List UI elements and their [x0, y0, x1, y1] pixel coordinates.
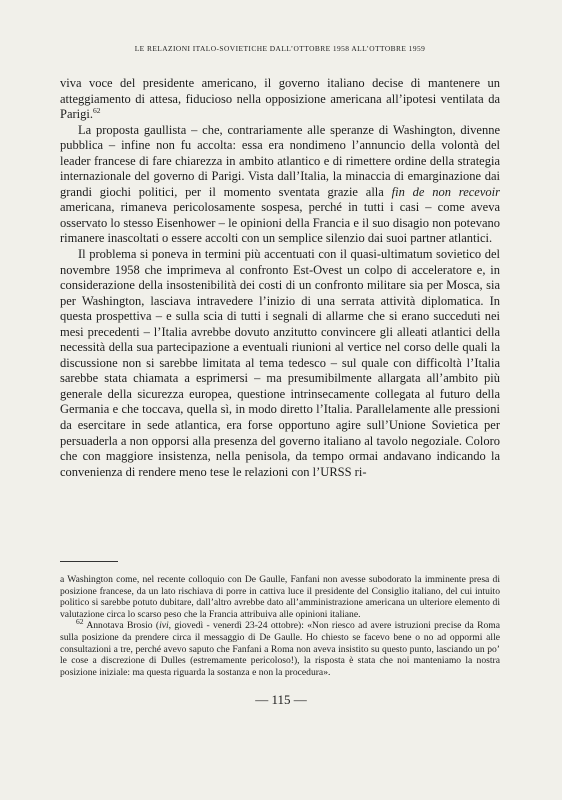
paragraph-2-text-a: La proposta gaullista – che, contrariamente alle speranze di Washington, divenne pubblica – infine non fu accolta: essa era nondimeno l’annuncio della volontà del leader francese di fare chiarezza in ambito atlantico e di rimettere ordine della strategia internazionale del governo di Parigi. Vista dall’Italia, la minaccia di emarginazione dai grandi giochi politici, per il momento sventata grazie alla: [60, 122, 500, 199]
paragraph-2: [60, 123, 500, 247]
footnote-continued: [60, 574, 500, 620]
page-number: — 115 —: [255, 692, 307, 707]
footnote-ref-62[interactable]: 62: [92, 105, 101, 115]
footnote-separator: [60, 561, 118, 562]
footnote-continued-text: a Washington come, nel recente colloquio con De Gaulle, Fanfani non avesse subodorato la imminente presa di posizione francese, da un lato rischiava di porre in cattiva luce il presidente del Consiglio italiano, del cui intuito politico si sarebbe potuto dubitare, dall’altro avrebbe dato all’amministrazione americana un ulteriore elemento di valutazione circa lo scarso peso che la Francia attribuiva alle opinioni italiane.: [60, 574, 500, 620]
footnotes: [60, 574, 500, 678]
main-text: [60, 76, 500, 480]
footnote-62: [60, 617, 500, 678]
paragraph-3: [60, 247, 500, 480]
running-head: LE RELAZIONI ITALO-SOVIETICHE DALL’OTTOBRE 1958 ALL’OTTOBRE 1959: [134, 44, 426, 53]
footnote-62-number: 62: [76, 617, 84, 627]
paragraph-3-text: Il problema si poneva in termini più accentuati con il quasi-ultimatum sovietico del novembre 1958 che imprimeva al confronto Est-Ovest un colpo di acceleratore e, in considerazione della insostenibilità dei costi di un confronto militare sia per Mosca, sia per Washington, lasciava intravedere l’inizio di una serrata attività diplomatica. In questa prospettiva – e sulla scia di tutti i segnali di allarme che si erano succeduti nei mesi precedenti – l’Italia avrebbe dovuto anzitutto convincere gli alleati atlantici della necessità della sua partecipazione a eventuali riunioni al vertice nel corso delle quali la discussione non si sarebbe limitata al tema tedesco – sul quale con difficoltà l’Italia sarebbe stata chiamata a esprimersi – ma presumibilmente allargata all’ambito più generale della sicurezza europea, questione intrinsecamente collegata al futuro della Germania e che toccava, quella sì, in modo diretto l’Italia. Parallelamente alle pressioni da esercitare in sede atlantica, era forse opportuno agire sull’Unione Sovietica per persuaderla a non opporsi alla presenza del governo italiano al tavolo negoziale. Coloro che con maggiore insistenza, nella penisola, da tempo ormai andavano indicando la convenienza di rendere meno tese le relazioni con l’URSS ri-: [60, 247, 500, 479]
paragraph-2-italic: fin de non recevoir: [391, 184, 500, 199]
paragraph-1-text: viva voce del presidente americano, il governo italiano decise di mantenere un atteggiamento di attesa, fiducioso nella opposizione americana all’ipotesi ventilata da Parigi.: [60, 76, 500, 122]
paragraph-1: [60, 76, 500, 123]
footnote-62-italic: ivi: [159, 620, 169, 632]
footnote-62-text-b: , giovedì - venerdì 23-24 ottobre): «Non riesco ad avere istruzioni precise da Roma sulla posizione da prendere circa il messaggio di De Gaulle. Ho chiesto se facevo bene o no ad oppormi alle consultazioni a tre, perché avevo saputo che Fanfani a Roma non aveva insistito su questo punto, lasciando un po’ le cose a discrezione di Dulles (estremamente pericoloso!), la risposta è stata che noi manteniamo la nostra posizione iniziale: ma questa riguarda la sostanza e non la procedura».: [60, 620, 500, 678]
footnote-62-text-a: Annotava Brosio (: [86, 620, 160, 632]
paragraph-2-text-b: americana, rimaneva pericolosamente sospesa, perché in tutti i casi – come aveva osservato lo stesso Eisenhower – le opinioni della Francia e il suo disagio non potevano rimanere inascoltati o essere accolti con un semplice silenzio dai suoi partner atlantici.: [60, 200, 500, 246]
